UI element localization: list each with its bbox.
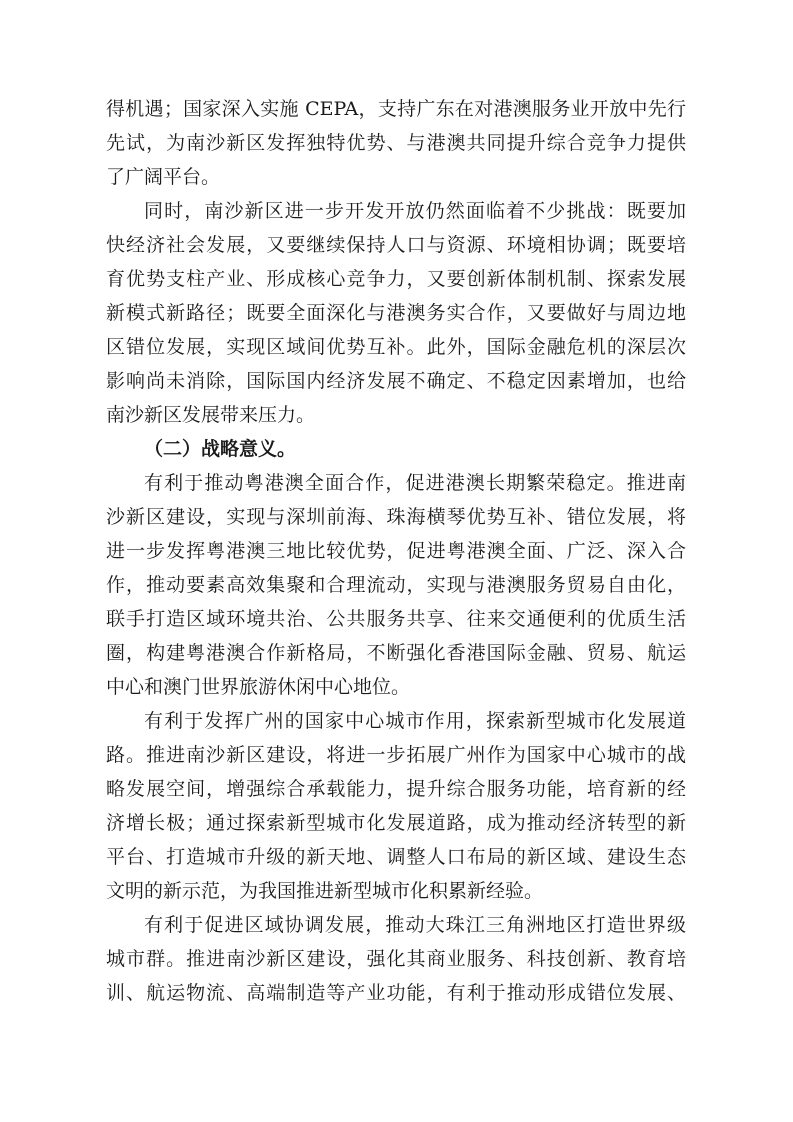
- text-line: 了广阔平台。: [106, 166, 221, 188]
- text-line: 略发展空间，增强综合承载能力，提升综合服务功能，培育新的经: [106, 778, 686, 800]
- text-line: 同时，南沙新区进一步开发开放仍然面临着不少挑战：既要加: [144, 200, 686, 222]
- text-line: 平台、打造城市升级的新天地、调整人口布局的新区域、建设生态: [106, 846, 686, 868]
- text-line: 育优势支柱产业、形成核心竞争力，又要创新体制机制、探索发展: [106, 268, 686, 290]
- text-line: 先试，为南沙新区发挥独特优势、与港澳共同提升综合竞争力提供: [106, 132, 686, 154]
- text-line: 联手打造区域环境共治、公共服务共享、往来交通便利的优质生活: [106, 608, 686, 630]
- text-line: 圈，构建粤港澳合作新格局，不断强化香港国际金融、贸易、航运: [106, 642, 686, 664]
- text-line: 区错位发展，实现区域间优势互补。此外，国际金融危机的深层次: [106, 336, 686, 358]
- text-line: 新模式新路径；既要全面深化与港澳务实合作，又要做好与周边地: [106, 302, 686, 324]
- text-line: 路。推进南沙新区建设，将进一步拓展广州作为国家中心城市的战: [106, 744, 686, 766]
- text-line: 影响尚未消除，国际国内经济发展不确定、不稳定因素增加，也给: [106, 370, 686, 392]
- text-line: 有利于促进区域协调发展，推动大珠江三角洲地区打造世界级: [144, 914, 686, 936]
- text-line: 作，推动要素高效集聚和合理流动，实现与港澳服务贸易自由化，: [106, 574, 686, 596]
- text-line: 得机遇；国家深入实施 CEPA，支持广东在对港澳服务业开放中先行: [106, 98, 686, 120]
- text-line: 有利于发挥广州的国家中心城市作用，探索新型城市化发展道: [144, 710, 686, 732]
- text-line: 济增长极；通过探索新型城市化发展道路，成为推动经济转型的新: [106, 812, 686, 834]
- text-line: 中心和澳门世界旅游休闲中心地位。: [106, 676, 411, 698]
- text-line: 南沙新区发展带来压力。: [106, 404, 316, 426]
- text-line: 城市群。推进南沙新区建设，强化其商业服务、科技创新、教育培: [106, 948, 686, 970]
- text-line: 文明的新示范，为我国推进新型城市化积累新经验。: [106, 880, 544, 902]
- text-line: 快经济社会发展，又要继续保持人口与资源、环境相协调；既要培: [106, 234, 686, 256]
- text-line: 训、航运物流、高端制造等产业功能，有利于推动形成错位发展、: [106, 982, 686, 1004]
- document-body: [106, 92, 686, 1010]
- text-line: 有利于推动粤港澳全面合作，促进港澳长期繁荣稳定。推进南: [144, 472, 686, 494]
- text-line: 进一步发挥粤港澳三地比较优势，促进粤港澳全面、广泛、深入合: [106, 540, 686, 562]
- text-line: 沙新区建设，实现与深圳前海、珠海横琴优势互补、错位发展，将: [106, 506, 686, 528]
- section-heading: （二）战略意义。: [144, 438, 297, 460]
